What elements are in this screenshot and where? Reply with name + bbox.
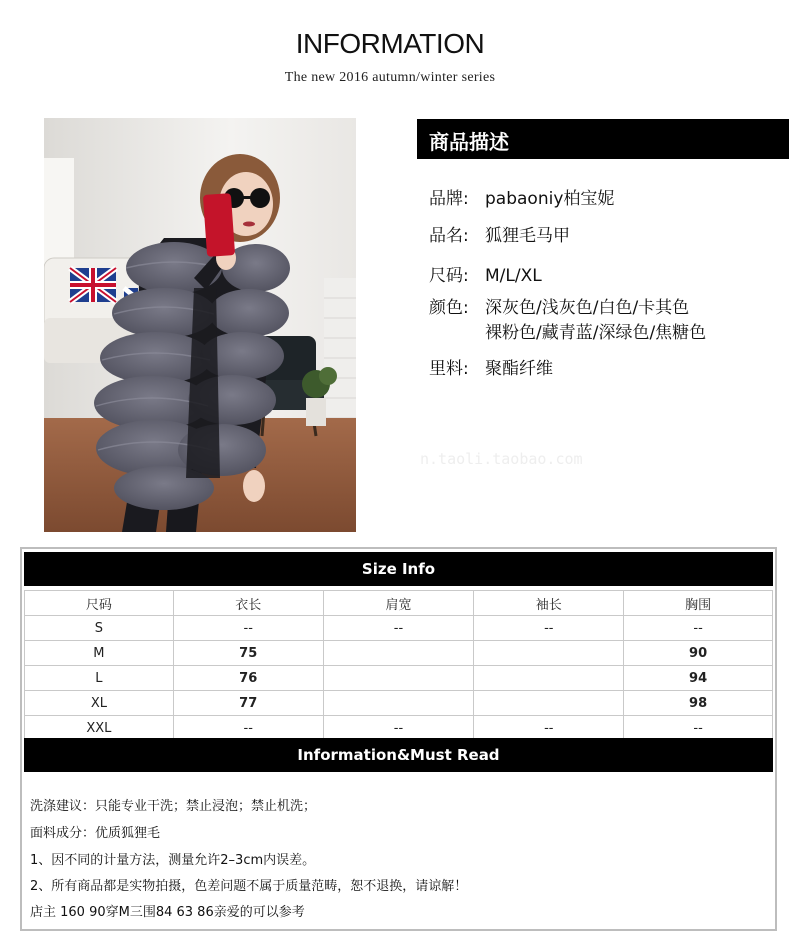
size-table (24, 590, 773, 741)
lining-label: 里料: (429, 359, 469, 379)
washing-advice: 洗涤建议：只能专业干洗；禁止浸泡；禁止机洗； (30, 799, 317, 814)
table-cell: 76 (173, 666, 323, 691)
product-photo (44, 118, 356, 532)
column-header: 尺码 (25, 591, 174, 616)
brand-row (429, 187, 614, 212)
table-row (25, 641, 773, 666)
table-row (25, 691, 773, 716)
size-row (429, 264, 542, 289)
table-cell (474, 666, 624, 691)
measurement-note: 1、因不同的计量方法，测量允许2–3cm内误差。 (30, 853, 316, 868)
table-cell (323, 666, 474, 691)
table-cell: XL (25, 691, 174, 716)
table-cell: 98 (624, 691, 773, 716)
size-info-heading: Size Info (24, 552, 773, 586)
size-info-panel (20, 547, 777, 931)
owner-size-reference: 店主 160 90穿M三围84 63 86亲爱的可以参考 (30, 905, 305, 920)
column-header: 肩宽 (323, 591, 474, 616)
color-label: 颜色: (429, 298, 469, 318)
color-row (429, 296, 706, 346)
lining-value: 聚酯纤维 (485, 359, 553, 379)
table-row (25, 616, 773, 641)
page-title: INFORMATION (295, 28, 485, 59)
table-cell (323, 641, 474, 666)
table-header-row (25, 591, 773, 616)
table-cell: -- (624, 616, 773, 641)
table-cell: -- (173, 716, 323, 741)
color-value-line-2: 裸粉色/藏青蓝/深绿色/焦糖色 (485, 323, 707, 343)
table-row (25, 666, 773, 691)
table-cell (474, 691, 624, 716)
must-read-heading: Information&Must Read (24, 738, 773, 772)
page-subtitle: The new 2016 autumn/winter series (284, 70, 496, 85)
size-value: M/L/XL (485, 266, 542, 286)
table-cell: L (25, 666, 174, 691)
fabric-composition: 面料成分：优质狐狸毛 (30, 826, 161, 841)
table-cell: -- (323, 716, 474, 741)
table-cell: -- (474, 716, 624, 741)
table-cell: XXL (25, 716, 174, 741)
brand-label: 品牌: (429, 189, 469, 209)
table-cell: 90 (624, 641, 773, 666)
product-name-row (429, 224, 570, 249)
table-cell: 94 (624, 666, 773, 691)
brand-value: pabaoniy柏宝妮 (485, 189, 615, 209)
shop-watermark: n.taoli.taobao.com (420, 450, 583, 468)
table-cell: -- (624, 716, 773, 741)
column-header: 衣长 (173, 591, 323, 616)
model-wearing-fur-vest-image (44, 118, 356, 532)
table-cell: -- (474, 616, 624, 641)
table-cell: 75 (173, 641, 323, 666)
color-difference-note: 2、所有商品都是实物拍摄，色差问题不属于质量范畴，恕不退换，请谅解！ (30, 879, 468, 894)
column-header: 袖长 (474, 591, 624, 616)
lining-row (429, 357, 553, 382)
table-cell: 77 (173, 691, 323, 716)
table-cell: -- (173, 616, 323, 641)
product-name-value: 狐狸毛马甲 (485, 226, 570, 246)
column-header: 胸围 (624, 591, 773, 616)
table-cell: S (25, 616, 174, 641)
table-cell: -- (323, 616, 474, 641)
table-cell (474, 641, 624, 666)
product-name-label: 品名: (429, 226, 469, 246)
table-cell (323, 691, 474, 716)
size-label: 尺码: (429, 266, 469, 286)
description-heading: 商品描述 (417, 119, 789, 159)
table-row (25, 716, 773, 741)
table-cell: M (25, 641, 174, 666)
color-value-line-1: 深灰色/浅灰色/白色/卡其色 (485, 298, 690, 318)
